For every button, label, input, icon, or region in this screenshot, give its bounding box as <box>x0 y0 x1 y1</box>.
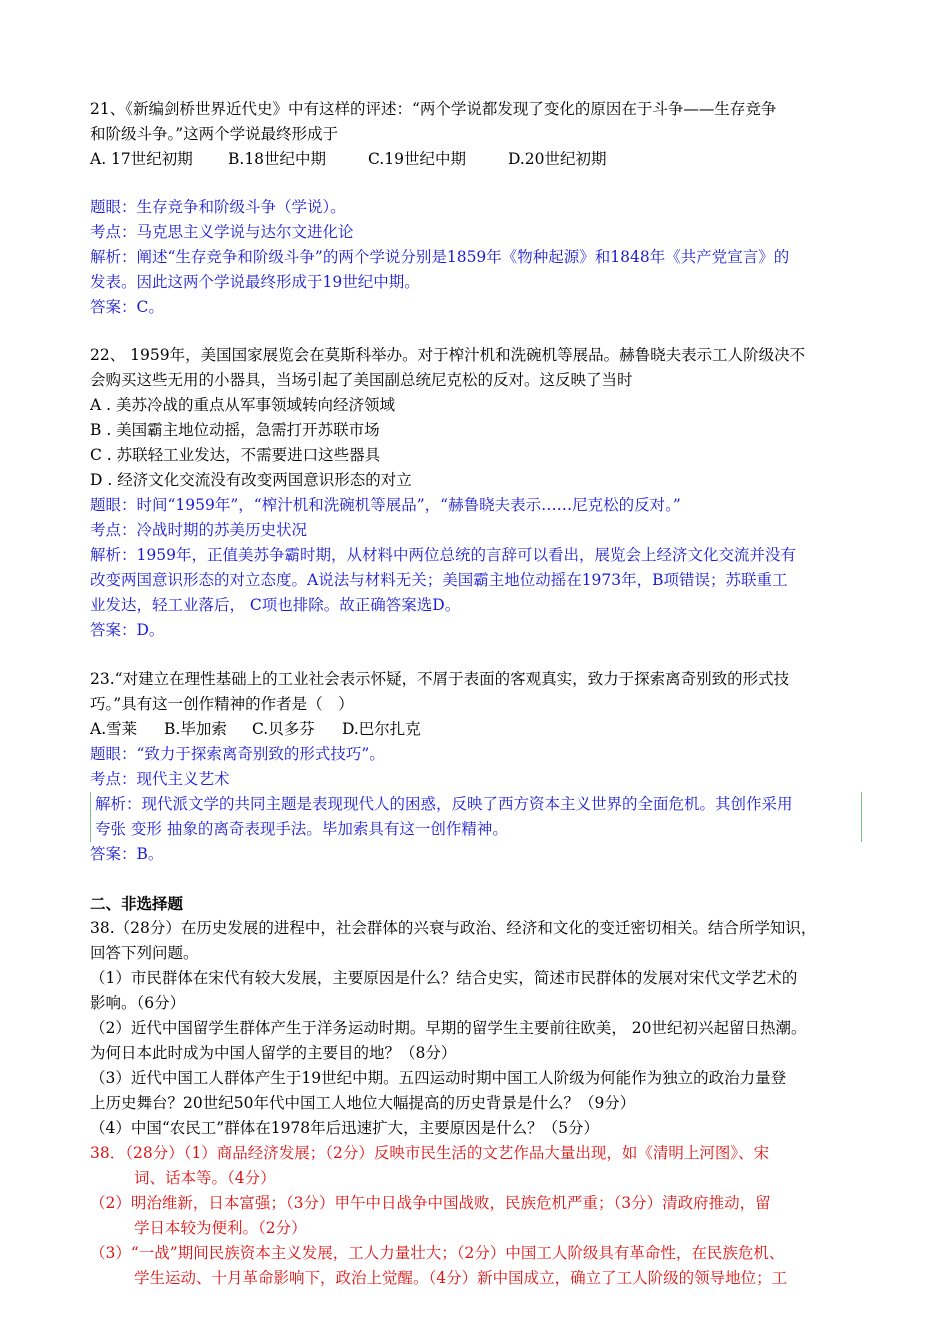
q38-line-9: （4）中国“农民工”群体在1978年后迅速扩大，主要原因是什么？（5分） <box>90 1119 600 1137</box>
q23-jiexi-line-1: 解析：现代派文学的共同主题是表现现代人的困惑，反映了西方资本主义世界的全面危机。其创作采用 <box>95 795 793 813</box>
q38-answer-line-5: （3）“一战”期间民族资本主义发展，工人力量壮大；（2分）中国工人阶级具有革命性，在民族危机、 <box>90 1244 785 1262</box>
q21-stem-line-2: 和阶级斗争。”这两个学说最终形成于 <box>90 125 339 143</box>
q23-option-d: D.巴尔扎克 <box>342 720 421 738</box>
q23-tiyan: 题眼：“致力于探索离奇别致的形式技巧”。 <box>90 745 385 763</box>
q38-answer-line-6: 学生运动、十月革命影响下，政治上觉醒。（4分）新中国成立，确立了工人阶级的领导地位；工 <box>134 1269 788 1287</box>
q22-analysis <box>90 493 865 643</box>
q21-kaodian: 考点：马克思主义学说与达尔文进化论 <box>90 223 354 241</box>
question-21 <box>90 97 865 172</box>
q21-analysis <box>90 195 865 320</box>
q21-jiexi-line-2: 发表。因此这两个学说最终形成于19世纪中期。 <box>90 273 420 291</box>
question-22 <box>90 343 865 493</box>
q23-option-a: A.雪莱 <box>90 720 138 738</box>
q22-stem-line-1: 22、 1959年，美国国家展览会在莫斯科举办。对于榨汁机和洗碗机等展品。赫鲁晓夫表示工人阶级决不 <box>90 346 806 364</box>
q23-kaodian: 考点：现代主义艺术 <box>90 770 230 788</box>
q22-tiyan: 题眼：时间“1959年”，“榨汁机和洗碗机等展品”，“赫鲁晓夫表示……尼克松的反对。” <box>90 496 681 514</box>
q38-line-7: （3）近代中国工人群体产生于19世纪中期。五四运动时期中国工人阶级为何能作为独立的政治力量登 <box>90 1069 787 1087</box>
q21-answer: 答案：C。 <box>90 298 164 316</box>
q22-option-d: D . 经济文化交流没有改变两国意识形态的对立 <box>90 471 412 489</box>
q22-jiexi-line-3: 业发达，轻工业落后， C项也排除。故正确答案选D。 <box>90 596 461 614</box>
q22-option-a: A . 美苏冷战的重点从军事领域转向经济领域 <box>90 396 395 414</box>
q22-jiexi-line-1: 解析：1959年，正值美苏争霸时期，从材料中两位总统的言辞可以看出，展览会上经济文化交流并没有 <box>90 546 796 564</box>
question-23 <box>90 667 865 742</box>
q23-option-c: C.贝多芬 <box>252 720 315 738</box>
q23-stem-line-1: 23.“对建立在理性基础上的工业社会表示怀疑，不屑于表面的客观真实，致力于探索离奇别致的形式技 <box>90 670 790 688</box>
q23-answer-block <box>90 842 865 867</box>
q22-option-c: C . 苏联轻工业发达，不需要进口这些器具 <box>90 446 381 464</box>
q38-line-6: 为何日本此时成为中国人留学的主要目的地？（8分） <box>90 1044 457 1062</box>
q21-options <box>90 147 865 172</box>
q23-option-b: B.毕加索 <box>164 720 227 738</box>
q38-line-5: （2）近代中国留学生群体产生于洋务运动时期。早期的留学生主要前往欧美， 20世纪初兴起留日热潮。 <box>90 1019 807 1037</box>
q21-option-d: D.20世纪初期 <box>508 150 607 168</box>
q21-option-b: B.18世纪中期 <box>228 150 327 168</box>
q23-analysis-head <box>90 742 865 792</box>
section-2 <box>90 891 865 1141</box>
q22-kaodian: 考点：冷战时期的苏美历史状况 <box>90 521 308 539</box>
q21-option-a: A. 17世纪初期 <box>90 150 193 168</box>
q21-tiyan: 题眼：生存竞争和阶级斗争（学说）。 <box>90 198 346 216</box>
q38-line-8: 上历史舞台？20世纪50年代中国工人地位大幅提高的历史背景是什么？（9分） <box>90 1094 636 1112</box>
q38-line-2: 回答下列问题。 <box>90 944 199 962</box>
q38-line-1: 38.（28分）在历史发展的进程中，社会群体的兴衰与政治、经济和文化的变迁密切相关。结合所学知识， <box>90 919 817 937</box>
q38-answer-line-3: （2）明治维新，日本富强；（3分）甲午中日战争中国战败，民族危机严重；（3分）清政府推动，留 <box>90 1194 771 1212</box>
q23-stem-line-2: 巧。”具有这一创作精神的作者是（ ） <box>90 695 354 713</box>
q38-answer-line-2: 词、话本等。（4分） <box>134 1169 276 1187</box>
q23-answer: 答案：B。 <box>90 845 164 863</box>
q23-jiexi-box <box>90 792 862 842</box>
q38-answer-line-1: 38．（28分）（1）商品经济发展；（2分）反映市民生活的文艺作品大量出现，如《清明上河图》、宋 <box>90 1144 770 1162</box>
q22-option-b: B . 美国霸主地位动摇，急需打开苏联市场 <box>90 421 380 439</box>
q22-stem-line-2: 会购买这些无用的小器具，当场引起了美国副总统尼克松的反对。这反映了当时 <box>90 371 633 389</box>
q21-stem-line-1: 21、《新编剑桥世界近代史》中有这样的评述：“两个学说都发现了变化的原因在于斗争——生存竞争 <box>90 100 777 118</box>
q21-option-c: C.19世纪中期 <box>368 150 466 168</box>
q23-options <box>90 717 865 742</box>
q23-jiexi-line-2: 夸张 变形 抽象的离奇表现手法。毕加索具有这一创作精神。 <box>95 820 508 838</box>
q38-answers <box>90 1141 865 1291</box>
q22-jiexi-line-2: 改变两国意识形态的对立态度。A说法与材料无关；美国霸主地位动摇在1973年，B项错误；苏联重工 <box>90 571 788 589</box>
section-2-title: 二、非选择题 <box>90 894 184 913</box>
q22-answer: 答案：D。 <box>90 621 165 639</box>
q38-answer-line-4: 学日本较为便利。（2分） <box>134 1219 307 1237</box>
q21-jiexi-line-1: 解析：阐述“生存竞争和阶级斗争”的两个学说分别是1859年《物种起源》和1848年《共产党宣言》的 <box>90 248 790 266</box>
q38-line-4: 影响。（6分） <box>90 994 186 1012</box>
q38-line-3: （1）市民群体在宋代有较大发展，主要原因是什么？结合史实，简述市民群体的发展对宋代文学艺术的 <box>90 969 798 987</box>
